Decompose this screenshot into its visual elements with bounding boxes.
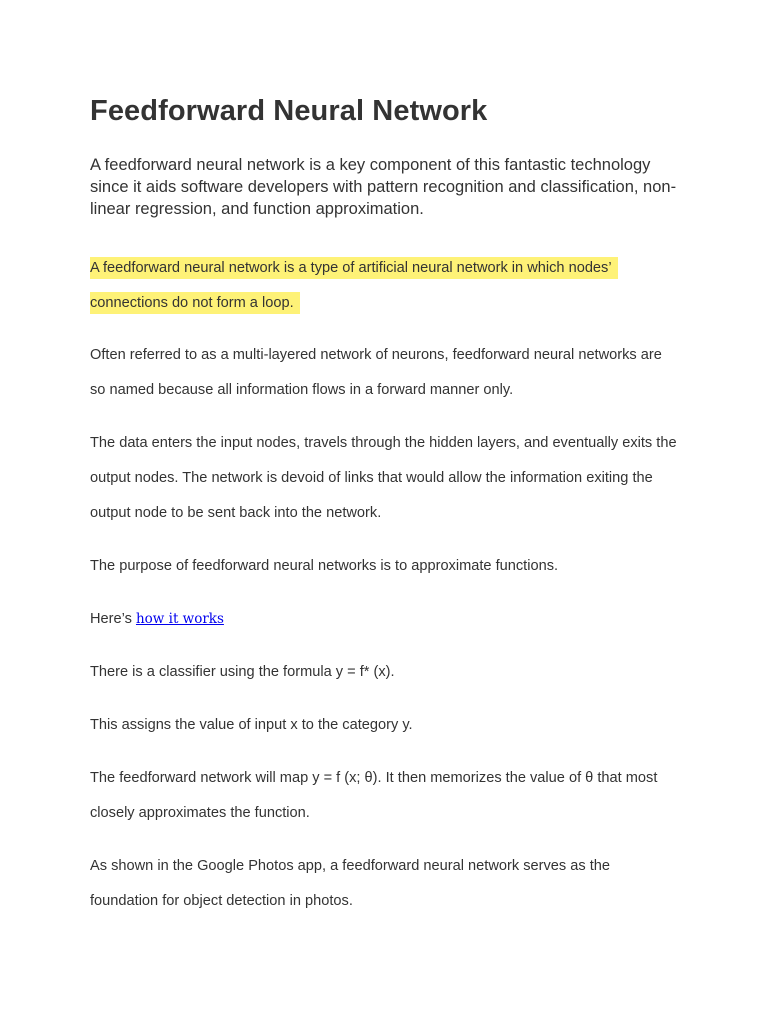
intro-paragraph: A feedforward neural network is a key component of this fantastic technology since it aids software developers with pattern recognition and classification, non-linear regression, and function approximation.	[90, 156, 677, 218]
how-it-works-prefix: Here’s	[90, 611, 136, 627]
paragraph-data-flow: The data enters the input nodes, travels through the hidden layers, and eventually exits the output nodes. The network is devoid of links that would allow the information exiting the output node to be sent back into the network.	[90, 435, 677, 521]
paragraph-how-it-works	[90, 602, 680, 637]
paragraph-mapping: The feedforward network will map y = f (x; θ). It then memorizes the value of θ that most closely approximates the function.	[90, 770, 658, 821]
paragraph-classifier: There is a classifier using the formula y = f* (x).	[90, 664, 395, 680]
article-title: Feedforward Neural Network	[90, 95, 488, 127]
paragraph-purpose: The purpose of feedforward neural networks is to approximate functions.	[90, 558, 559, 574]
paragraph-google-photos: As shown in the Google Photos app, a feedforward neural network serves as the foundation for object detection in photos.	[90, 858, 611, 909]
highlighted-text: A feedforward neural network is a type of artificial neural network in which nodes’ connections do not form a loop.	[90, 257, 618, 314]
paragraph-assigns: This assigns the value of input x to the category y.	[90, 717, 413, 733]
article	[90, 86, 680, 937]
how-it-works-link[interactable]: how it works	[135, 611, 224, 627]
paragraph-multilayer: Often referred to as a multi-layered network of neurons, feedforward neural networks are so named because all information flows in a forward manner only.	[90, 347, 662, 398]
highlighted-paragraph	[90, 251, 680, 321]
